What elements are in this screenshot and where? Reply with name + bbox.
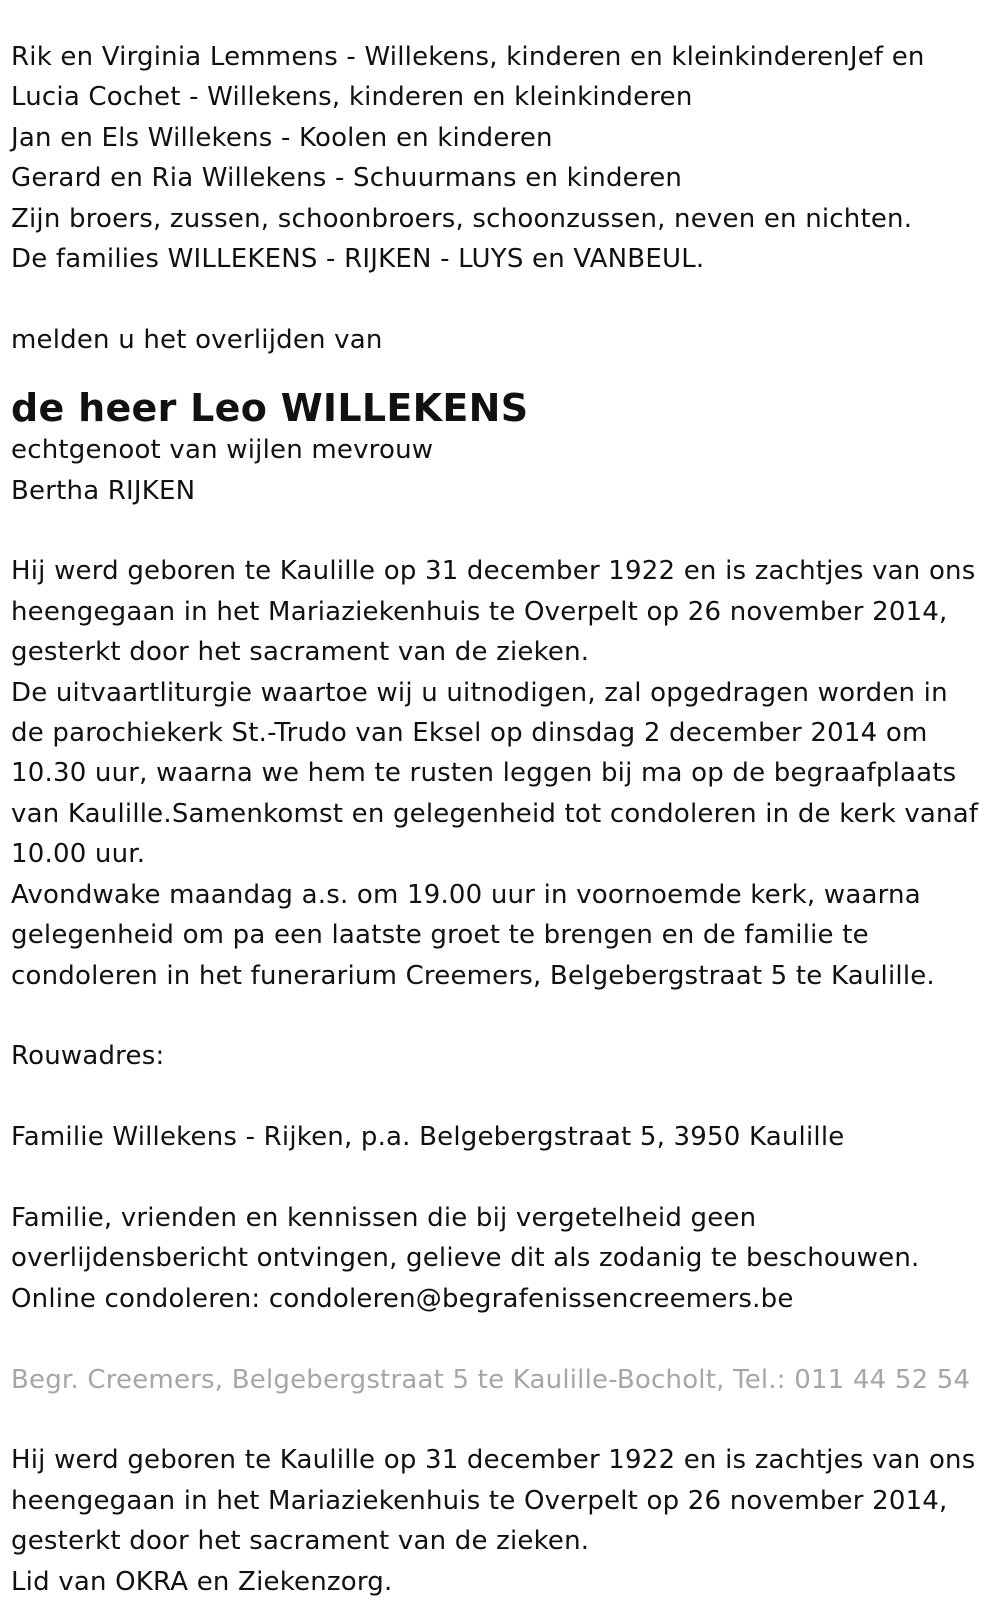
family-line: Lucia Cochet - Willekens, kinderen en kleinkinderen <box>11 82 693 113</box>
details-line: 10.00 uur. <box>11 839 146 870</box>
summary-line: Lid van OKRA en Ziekenzorg. <box>11 1566 393 1597</box>
spacer <box>11 360 980 382</box>
details-line: de parochiekerk St.-Trudo van Eksel op dinsdag 2 december 2014 om <box>11 718 928 749</box>
online-condolence-line: Online condoleren: condoleren@begrafenissencreemers.be <box>11 1283 794 1314</box>
details-line: gesterkt door het sacrament van de zieken. <box>11 637 590 668</box>
details-line: heengegaan in het Mariaziekenhuis te Overpelt op 26 november 2014, <box>11 596 948 627</box>
family-list <box>11 37 980 279</box>
family-line: Jan en Els Willekens - Koolen en kinderen <box>11 122 553 153</box>
details-line: Hij werd geboren te Kaulille op 31 december 1922 en is zachtjes van ons <box>11 556 976 587</box>
note-line: Familie, vrienden en kennissen die bij vergetelheid geen <box>11 1202 757 1233</box>
details-line: gelegenheid om pa een laatste groet te brengen en de familie te <box>11 920 869 951</box>
note-line: overlijdensbericht ontvingen, gelieve dit als zodanig te beschouwen. <box>11 1243 920 1274</box>
spacer <box>11 1400 980 1440</box>
spacer <box>11 279 980 319</box>
family-line: Zijn broers, zussen, schoonbroers, schoonzussen, neven en nichten. <box>11 203 913 234</box>
details-line: van Kaulille.Samenkomst en gelegenheid tot condoleren in de kerk vanaf <box>11 798 979 829</box>
details-line: Avondwake maandag a.s. om 19.00 uur in voornoemde kerk, waarna <box>11 879 921 910</box>
family-line: De families WILLEKENS - RIJKEN - LUYS en VANBEUL. <box>11 244 705 275</box>
family-line: Gerard en Ria Willekens - Schuurmans en kinderen <box>11 163 683 194</box>
spacer <box>11 1158 980 1198</box>
summary-line: heengegaan in het Mariaziekenhuis te Overpelt op 26 november 2014, <box>11 1485 948 1516</box>
deceased-name: de heer Leo WILLEKENS <box>11 386 529 431</box>
funeral-details <box>11 551 980 995</box>
rouwadres-value: Familie Willekens - Rijken, p.a. Belgebergstraat 5, 3950 Kaulille <box>11 1122 845 1153</box>
spouse-line: Bertha RIJKEN <box>11 475 196 506</box>
spacer <box>11 1077 980 1117</box>
spouse-line: echtgenoot van wijlen mevrouw <box>11 435 434 466</box>
details-line: De uitvaartliturgie waartoe wij u uitnodigen, zal opgedragen worden in <box>11 677 948 708</box>
rouwadres-label: Rouwadres: <box>11 1041 165 1072</box>
condolence-note <box>11 1198 980 1319</box>
details-line: 10.30 uur, waarna we hem te rusten leggen bij ma op de begraafplaats <box>11 758 957 789</box>
spacer <box>11 996 980 1036</box>
spacer <box>11 511 980 551</box>
details-line: condoleren in het funerarium Creemers, Belgebergstraat 5 te Kaulille. <box>11 960 935 991</box>
spouse-info <box>11 430 980 511</box>
announcement-intro: melden u het overlijden van <box>11 324 383 355</box>
family-line: Rik en Virginia Lemmens - Willekens, kinderen en kleinkinderenJef en <box>11 42 925 72</box>
summary <box>11 1440 980 1602</box>
spacer <box>11 1319 980 1359</box>
summary-line: Hij werd geboren te Kaulille op 31 december 1922 en is zachtjes van ons <box>11 1445 976 1476</box>
funeral-home-info: Begr. Creemers, Belgebergstraat 5 te Kaulille-Bocholt, Tel.: 011 44 52 54 <box>11 1364 971 1395</box>
summary-line: gesterkt door het sacrament van de zieken. <box>11 1526 590 1557</box>
